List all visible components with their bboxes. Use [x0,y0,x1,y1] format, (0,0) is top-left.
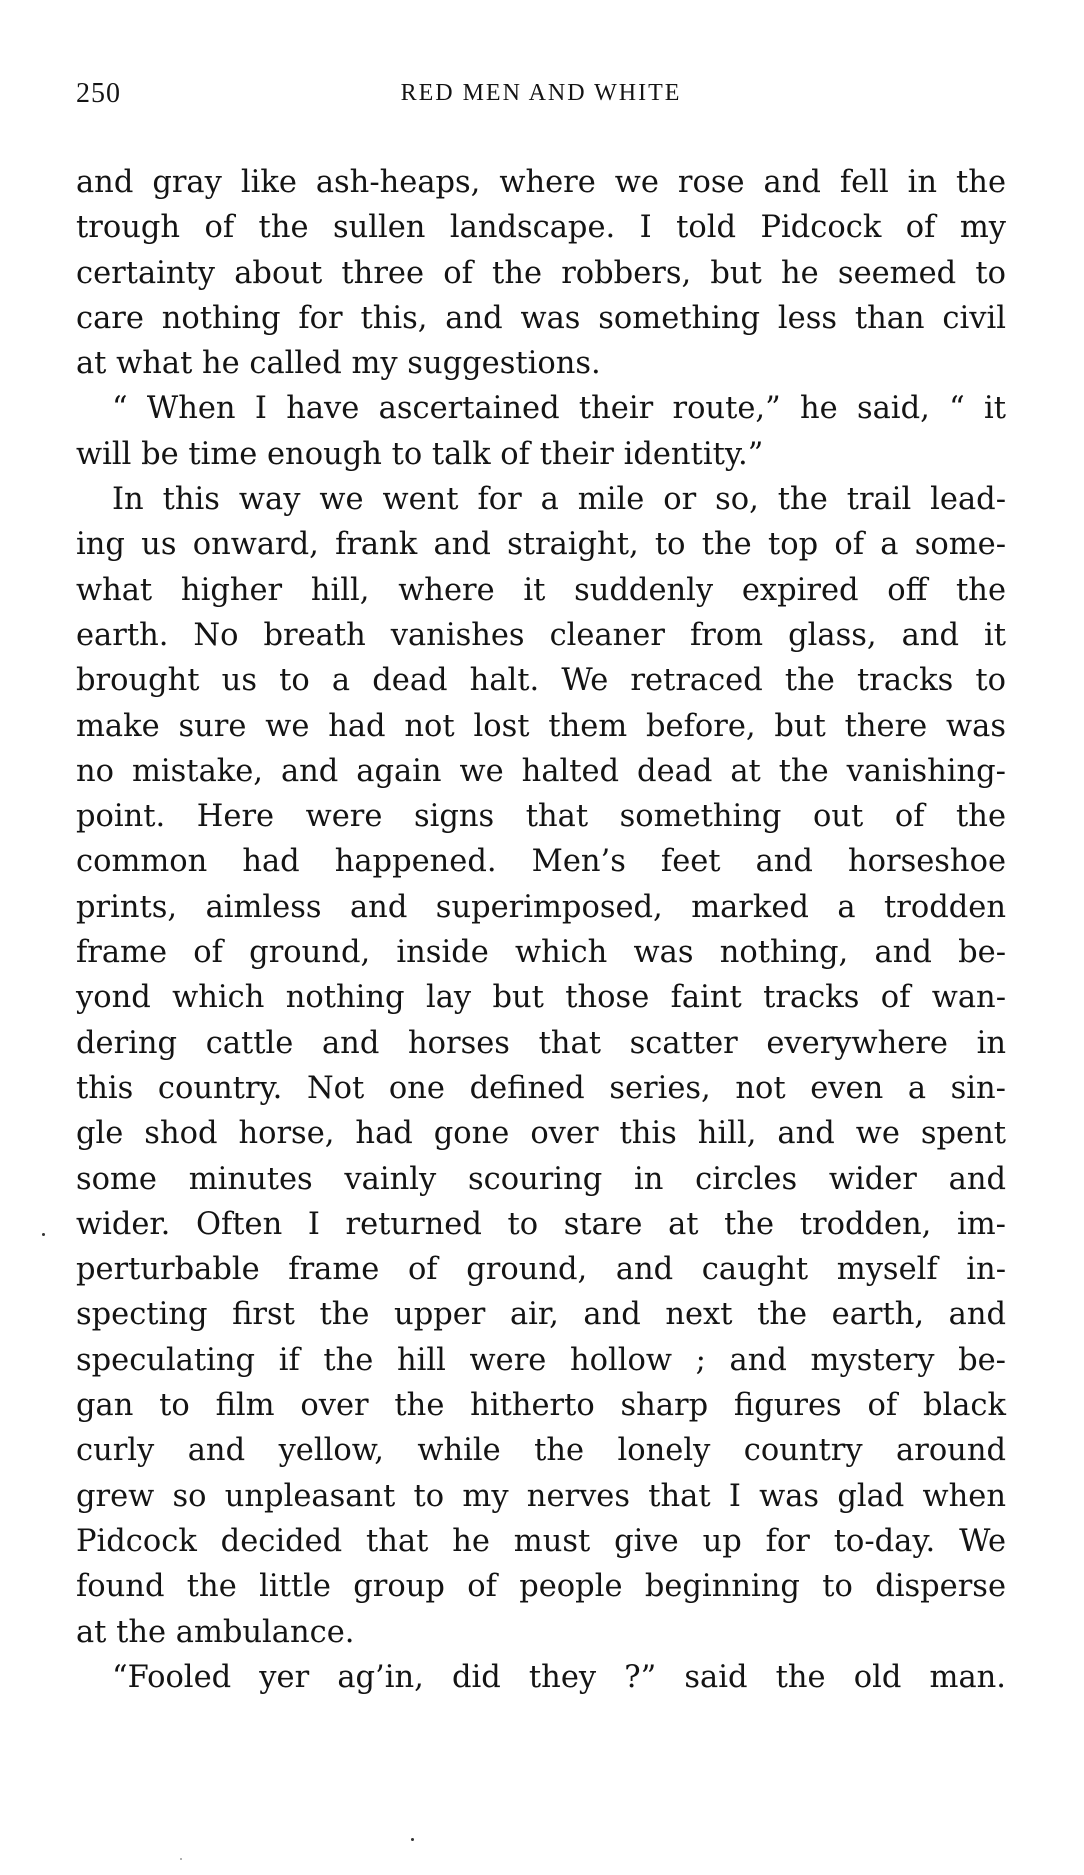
text-line: grew so unpleasant to my nerves that I was glad when [76,1478,1006,1514]
text-line: no mistake, and again we halted dead at the vanishing- [76,753,1006,789]
text-line: found the little group of people beginning to disperse [76,1569,1006,1605]
text-line: specting first the upper air, and next the earth, and [76,1297,1006,1333]
page-number: 250 [76,78,121,109]
text-line: care nothing for this, and was something less than civil [76,300,1006,336]
text-line: prints, aimless and superimposed, marked a trodden [76,889,1006,925]
text-line: and gray like ash-heaps, where we rose and fell in the [76,165,1006,200]
text-line: perturbable frame of ground, and caught myself in- [76,1252,1006,1288]
text-line: curly and yellow, while the lonely country around [76,1433,1006,1469]
text-line: certainty about three of the robbers, but he seemed to [76,255,1006,291]
text-line: dering cattle and horses that scatter everywhere in [76,1025,1006,1061]
print-speck [180,1858,182,1860]
text-line: at what he called my suggestions. [76,346,601,382]
text-line: common had happened. Men’s feet and horseshoe [76,844,1006,880]
text-line: gan to film over the hitherto sharp figures of black [76,1388,1006,1424]
print-speck [411,1838,414,1841]
text-line: will be time enough to talk of their identity.” [76,436,764,472]
text-line: ing us onward, frank and straight, to the top of a some- [76,527,1006,563]
text-line: In this way we went for a mile or so, the trail lead- [112,482,1006,518]
text-line: speculating if the hill were hollow ; and mystery be- [76,1342,1006,1378]
text-line: wider. Often I returned to stare at the trodden, im- [76,1206,1006,1242]
text-line: trough of the sullen landscape. I told Pidcock of my [76,210,1006,246]
text-line: earth. No breath vanishes cleaner from glass, and it [76,617,1006,653]
text-line: Pidcock decided that he must give up for to-day. We [76,1523,1006,1559]
text-line: some minutes vainly scouring in circles wider and [76,1161,1006,1197]
text-line: gle shod horse, had gone over this hill, and we spent [76,1116,1006,1152]
text-line: at the ambulance. [76,1614,355,1650]
text-line: this country. Not one defined series, not even a sin- [76,1070,1006,1106]
text-line: “Fooled yer ag’in, did they ?” said the old man. [112,1659,1006,1695]
text-line: make sure we had not lost them before, but there was [76,708,1006,744]
text-line: what higher hill, where it suddenly expired off the [76,572,1006,608]
text-line: frame of ground, inside which was nothing, and be- [76,935,1006,971]
text-line: yond which nothing lay but those faint tracks of wan- [76,980,1006,1016]
text-line: point. Here were signs that something out of the [76,799,1006,835]
print-speck [42,1233,45,1236]
body-text [76,160,1006,1700]
text-line: brought us to a dead halt. We retraced the tracks to [76,663,1006,699]
text-line: “ When I have ascertained their route,” he said, “ it [112,391,1006,427]
running-head [76,78,1006,118]
running-title: RED MEN AND WHITE [400,80,682,106]
